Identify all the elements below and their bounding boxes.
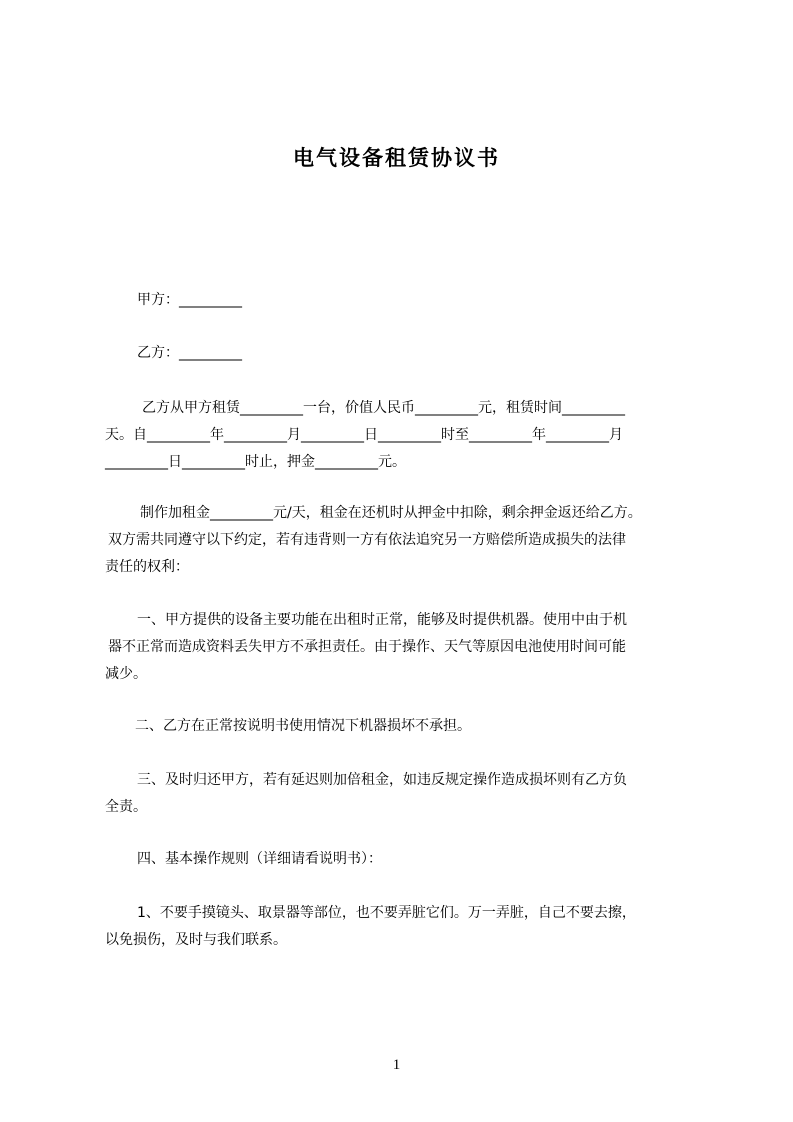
party-b-line: 乙方：_________ bbox=[137, 345, 242, 361]
clause1-line-1: 一、甲方提供的设备主要功能在出租时正常，能够及时提供机器。使用中由于机 bbox=[137, 612, 627, 628]
rule1-line-2: 以免损伤，及时与我们联系。 bbox=[105, 932, 287, 948]
page-number: 1 bbox=[392, 1057, 401, 1073]
para2-line-1: 制作加租金_________元/天，租金在还机时从押金中扣除，剩余押金返还给乙方。 bbox=[140, 505, 642, 521]
para2-line-2: 双方需共同遵守以下约定，若有违背则一方有依法追究另一方赔偿所造成损失的法律 bbox=[108, 532, 626, 548]
clause4-line: 四、基本操作规则（详细请看说明书）： bbox=[137, 851, 382, 867]
clause2-line: 二、乙方在正常按说明书使用情况下机器损坏不承担。 bbox=[135, 718, 471, 734]
para2-line-3: 责任的权利： bbox=[105, 559, 189, 575]
para1-line-2: 天。自_________年_________月_________日_________时至_________年_________月 bbox=[105, 427, 623, 443]
document-title: 电气设备租赁协议书 bbox=[293, 146, 500, 170]
clause1-line-3: 减少。 bbox=[105, 666, 147, 682]
clause3-line-1: 三、及时归还甲方，若有延迟则加倍租金，如违反规定操作造成损坏则有乙方负 bbox=[137, 772, 627, 788]
clause3-line-2: 全责。 bbox=[105, 799, 147, 815]
rule1-line-1: 1、不要手摸镜头、取景器等部位，也不要弄脏它们。万一弄脏，自己不要去擦， bbox=[137, 905, 636, 921]
para1-line-1: 乙方从甲方租赁_________一台，价值人民币_________元，租赁时间_________ bbox=[142, 400, 625, 416]
clause1-line-2: 器不正常而造成资料丢失甲方不承担责任。由于操作、天气等原因电池使用时间可能 bbox=[108, 639, 626, 655]
party-a-line: 甲方：_________ bbox=[137, 292, 242, 308]
para1-line-3: _________日_________时止，押金_________元。 bbox=[105, 454, 406, 470]
